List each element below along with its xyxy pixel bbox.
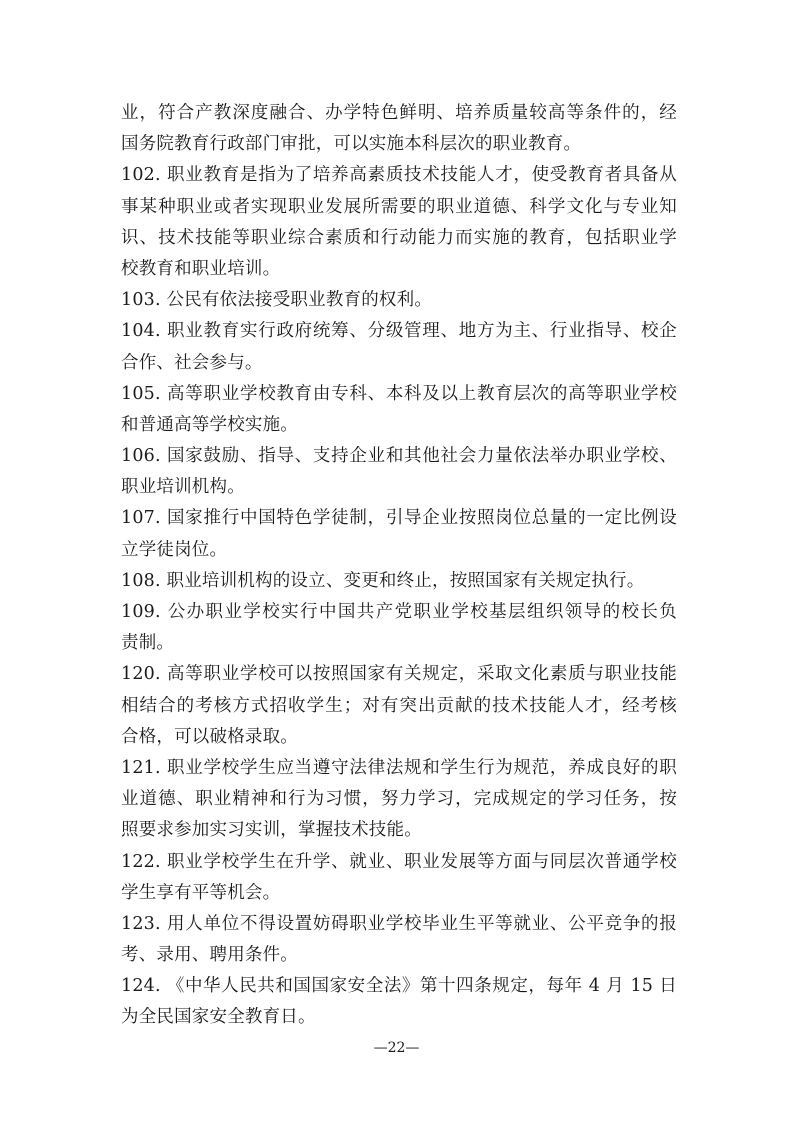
text-line: 责制。 bbox=[121, 633, 175, 654]
paragraph-item-121 bbox=[121, 753, 677, 847]
text-line: 立学徒岗位。 bbox=[121, 539, 228, 560]
paragraph-item-120 bbox=[121, 659, 677, 753]
text-line: 108. 职业培训机构的设立、变更和终止，按照国家有关规定执行。 bbox=[121, 570, 645, 591]
text-line: 业，符合产教深度融合、办学特色鲜明、培养质量较高等条件的，经 bbox=[121, 103, 677, 123]
paragraph-item-105 bbox=[121, 379, 677, 441]
text-line: 学生享有平等机会。 bbox=[121, 882, 281, 903]
text-line: 校教育和职业培训。 bbox=[121, 258, 281, 279]
paragraph-item-123 bbox=[121, 909, 677, 971]
text-line: 124. 《中华人民共和国国家安全法》第十四条规定，每年 4 月 15 日 bbox=[121, 976, 677, 997]
paragraph-item-108 bbox=[121, 566, 677, 597]
text-line: 106. 国家鼓励、指导、支持企业和其他社会力量依法举办职业学校、 bbox=[121, 446, 677, 467]
text-line: 合作、社会参与。 bbox=[121, 352, 263, 373]
text-line: 105. 高等职业学校教育由专科、本科及以上教育层次的高等职业学校 bbox=[121, 383, 677, 404]
text-line: 122. 职业学校学生在升学、就业、职业发展等方面与同层次普通学校 bbox=[121, 851, 677, 872]
text-line: 121. 职业学校学生应当遵守法律法规和学生行为规范，养成良好的职 bbox=[121, 757, 677, 778]
paragraph-item-107 bbox=[121, 503, 677, 565]
paragraph-item-102 bbox=[121, 160, 677, 285]
paragraph-item-124 bbox=[121, 971, 677, 1033]
paragraph-item-106 bbox=[121, 441, 677, 503]
paragraph-item-103 bbox=[121, 285, 677, 316]
page-number: —22— bbox=[373, 1040, 420, 1056]
text-line: 事某种职业或者实现职业发展所需要的职业道德、科学文化与专业知 bbox=[121, 196, 677, 217]
text-line: 和普通高等学校实施。 bbox=[121, 414, 298, 435]
text-line: 103. 公民有依法接受职业教育的权利。 bbox=[121, 290, 433, 311]
text-line: 104. 职业教育实行政府统筹、分级管理、地方为主、行业指导、校企 bbox=[121, 321, 677, 342]
document-body bbox=[121, 98, 677, 1034]
text-line: 相结合的考核方式招收学生；对有突出贡献的技术技能人才，经考核 bbox=[121, 695, 677, 716]
paragraph-item-122 bbox=[121, 847, 677, 909]
text-line: 为全民国家安全教育日。 bbox=[121, 1007, 316, 1028]
text-line: 107. 国家推行中国特色学徒制，引导企业按照岗位总量的一定比例设 bbox=[121, 508, 677, 529]
paragraph-item-104 bbox=[121, 316, 677, 378]
text-line: 123. 用人单位不得设置妨碍职业学校毕业生平等就业、公平竞争的报 bbox=[121, 913, 677, 934]
text-line: 考、录用、聘用条件。 bbox=[121, 945, 298, 966]
text-line: 国务院教育行政部门审批，可以实施本科层次的职业教育。 bbox=[121, 134, 582, 155]
text-line: 识、技术技能等职业综合素质和行动能力而实施的教育，包括职业学 bbox=[121, 227, 677, 248]
paragraph-continuation bbox=[121, 98, 677, 160]
text-line: 业道德、职业精神和行为习惯，努力学习，完成规定的学习任务，按 bbox=[121, 789, 677, 810]
text-line: 102. 职业教育是指为了培养高素质技术技能人才，使受教育者具备从 bbox=[121, 165, 677, 186]
paragraph-item-109 bbox=[121, 597, 677, 659]
text-line: 职业培训机构。 bbox=[121, 477, 245, 498]
text-line: 120. 高等职业学校可以按照国家有关规定，采取文化素质与职业技能 bbox=[121, 664, 677, 685]
text-line: 合格，可以破格录取。 bbox=[121, 726, 298, 747]
text-line: 照要求参加实习实训，掌握技术技能。 bbox=[121, 820, 422, 841]
text-line: 109. 公办职业学校实行中国共产党职业学校基层组织领导的校长负 bbox=[121, 602, 677, 622]
